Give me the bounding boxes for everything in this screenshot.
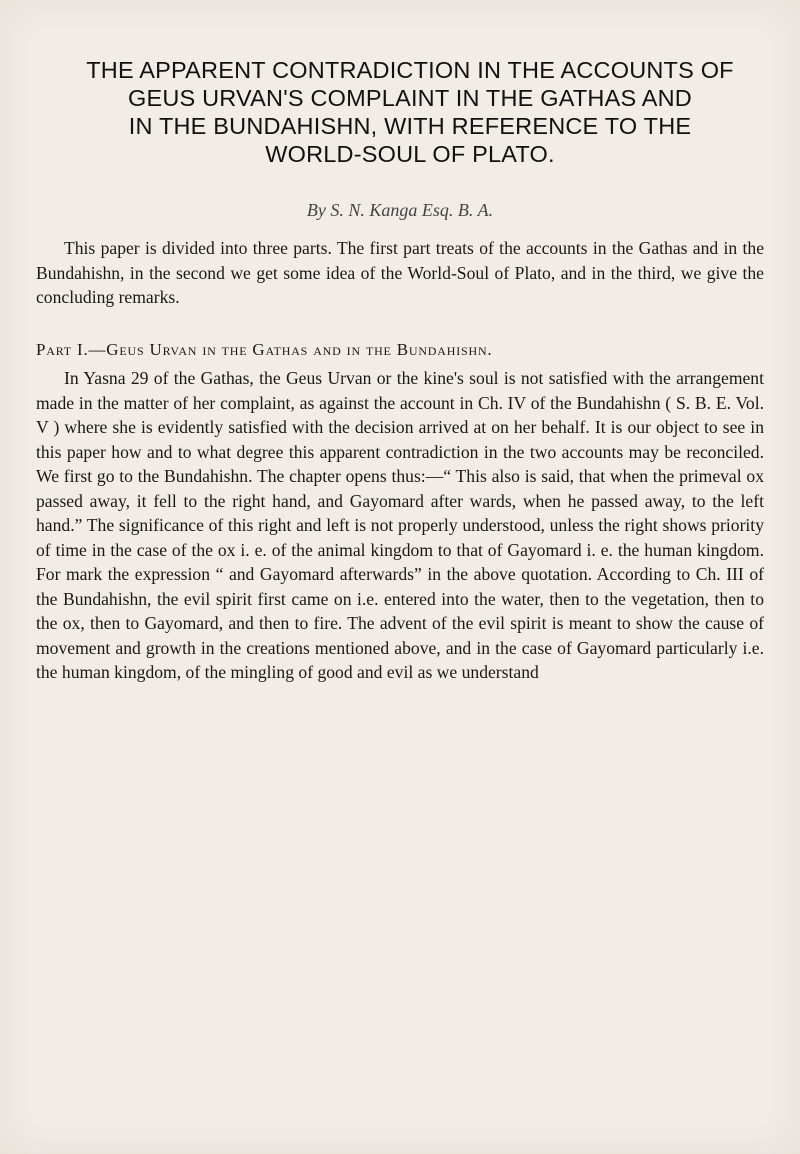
- title-line: IN THE BUNDAHISHN, WITH REFERENCE TO THE: [128, 113, 692, 139]
- author-byline: By S. N. Kanga Esq. B. A.: [306, 200, 494, 220]
- intro-paragraph: This paper is divided into three parts. The first part treats of the accounts in the Gathas and in the Bundahishn, in the second we get some idea of the World-Soul of Plato, and in the third, we give the concluding remarks.: [36, 238, 764, 307]
- section-heading: Part I.—Geus Urvan in the Gathas and in the Bundahishn.: [36, 340, 493, 359]
- title-line: THE APPARENT CONTRADICTION IN THE ACCOUNTS OF: [86, 57, 734, 83]
- title-line: GEUS URVAN'S COMPLAINT IN THE GATHAS AND: [128, 85, 692, 111]
- part-one-paragraph: In Yasna 29 of the Gathas, the Geus Urvan or the kine's soul is not satisfied with the arrangement made in the matter of her complaint, as against the account in Ch. IV of the Bundahishn ( S. B. E. Vol. V ) where she is evidently satisfied with the decision arrived at on her behalf. It is our object to see in this paper how and to what degree this apparent contradiction in the two accounts may be reconciled. We first go to the Bundahishn. The chapter opens thus:—“ This also is said, that when the primeval ox passed away, it fell to the right hand, and Gayomard after wards, when he passed away, to the left hand.” The significance of this right and left is not properly understood, unless the right shows priority of time in the case of the ox i. e. of the animal kingdom to that of Gayomard i. e. the human kingdom. For mark the expression “ and Gayomard afterwards” in the above quotation. According to Ch. III of the Bundahishn, the evil spirit first came on i.e. entered into the water, then to the vegetation, then to the ox, then to Gayomard, and then to fire. The advent of the evil spirit is meant to show the cause of movement and growth in the creations mentioned above, and in the case of Gayomard particularly i.e. the human kingdom, of the mingling of good and evil as we understand: [36, 368, 764, 682]
- paper-title: [40, 56, 780, 168]
- title-line: WORLD-SOUL OF PLATO.: [265, 141, 555, 167]
